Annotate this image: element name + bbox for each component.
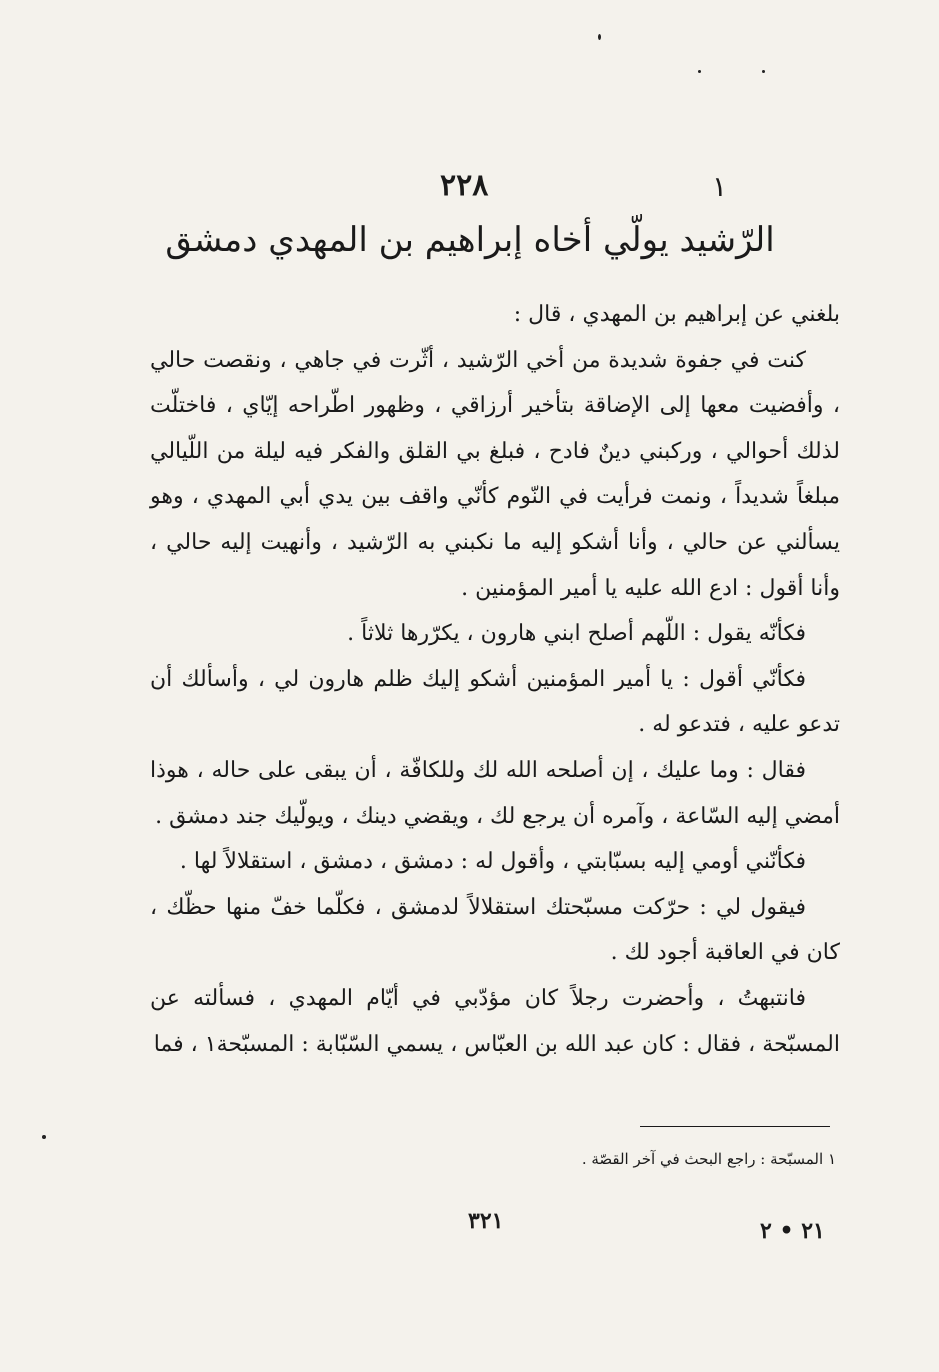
footnote-divider	[640, 1126, 830, 1127]
paragraph: فانتبهتُ ، وأحضرت رجلاً كان مؤدّبي في أيّام المهدي ، فسألته عن المسبّحة ، فقال : كان عبد الله بن العبّاس ، يسمي السّبّابة : المسبّحة١ ، فما	[150, 985, 840, 1057]
paragraph: فيقول لي : حرّكت مسبّحتك استقلالاً لدمشق ، فكلّما خفّ منها حظّك ، كان في العاقبة أجود لك .	[150, 894, 840, 966]
footnote: ١ المسبّحة : راجع البحث في آخر القصّة .	[581, 1150, 836, 1168]
page-number: ٣٢١	[468, 1208, 504, 1234]
signature-mark: ٢١ • ٢	[760, 1218, 825, 1244]
paragraph: كنت في جفوة شديدة من أخي الرّشيد ، أثّرت في جاهي ، ونقصت حالي ، وأفضيت معها إلى الإضاقة بتأخير أرزاقي ، وظهور اطّراحه إيّاي ، فاختلّت لذلك أحوالي ، وركبني دينٌ فادح ، فبلغ بي القلق والفكر فيه ليلة من اللّيالي مبلغاً شديداً ، ونمت فرأيت في النّوم كأنّي واقف بين يدي أبي المهدي ، وهو يسألني عن حالي ، وأنا أشكو إليه ما نكبني به الرّشيد ، وأنهيت إليه حالي ، وأنا أقول : ادع الله عليه يا أمير المؤمنين .	[150, 347, 840, 601]
paragraph: فكأنّي أقول : يا أمير المؤمنين أشكو إليك ظلم هارون لي ، وأسألك أن تدعو عليه ، فتدعو له .	[150, 666, 840, 738]
body-text	[150, 292, 840, 1067]
story-number: ٢٢٨	[440, 168, 489, 203]
ink-speck	[42, 1135, 46, 1139]
paragraph: فقال : وما عليك ، إن أصلحه الله لك وللكافّة ، أن يبقى على حاله ، هوذا أمضي إليه السّاعة ، وآمره أن يرجع لك ، ويقضي دينك ، ويولّيك جند دمشق .	[150, 757, 840, 829]
ink-speck	[698, 70, 701, 73]
ink-speck	[762, 70, 765, 73]
volume-mark: ١	[712, 170, 728, 203]
ink-speck	[598, 34, 601, 40]
page-title: الرّشيد يولّي أخاه إبراهيم بن المهدي دمشق	[165, 220, 775, 260]
paragraph: فكأنّه يقول : اللّهم أصلح ابني هارون ، يكرّرها ثلاثاً .	[347, 621, 806, 647]
paragraph: بلغني عن إبراهيم بن المهدي ، قال :	[513, 302, 840, 327]
paragraph: فكأنّني أومي إليه بسبّابتي ، وأقول له : دمشق ، دمشق ، استقلالاً لها .	[179, 849, 806, 875]
